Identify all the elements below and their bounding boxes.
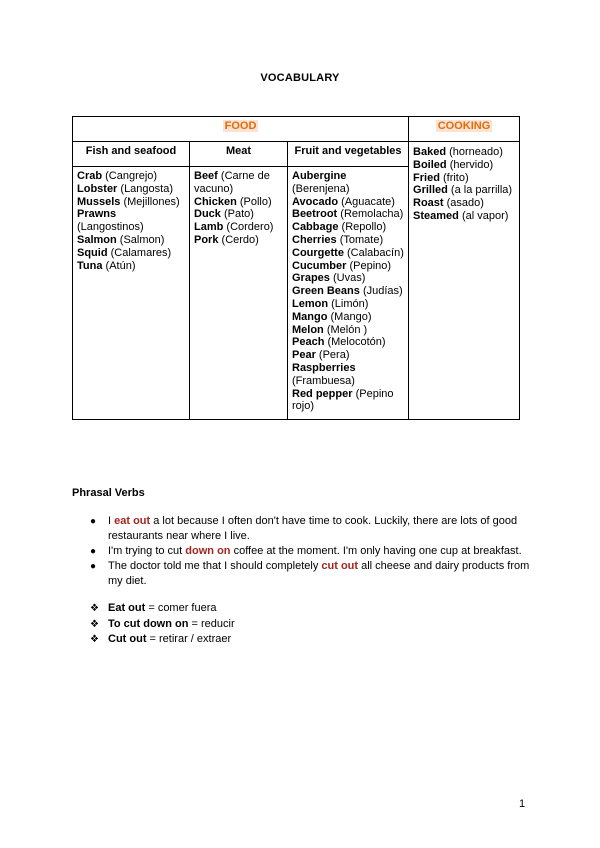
vocab-entry: [292, 311, 404, 324]
vocab-entry: [194, 170, 283, 196]
vocab-entry: [77, 208, 185, 234]
vocab-term: Melon: [292, 323, 324, 336]
vocab-term: Peach: [292, 336, 325, 349]
vocab-translation: (Langosta): [120, 182, 173, 195]
page-number: 1: [519, 798, 526, 810]
vocab-term: Salmon: [77, 233, 117, 246]
vocab-term: Lobster: [77, 182, 118, 195]
vocab-translation: (Cordero): [226, 221, 274, 234]
vocab-term: Cucumber: [292, 259, 347, 272]
vocab-term: Beef: [194, 170, 218, 182]
definition-meaning: = comer fuera: [145, 602, 217, 614]
vocab-translation: (Frambuesa): [292, 374, 355, 387]
vocab-entry: [77, 183, 185, 196]
definition-item: [90, 601, 235, 617]
definition-term: To cut down on: [108, 617, 189, 630]
food-header: FOOD: [224, 120, 257, 132]
cooking-translation: (a la parrilla): [450, 184, 513, 197]
phrasal-verbs-title: Phrasal Verbs: [72, 487, 145, 499]
vocab-entry: [292, 221, 404, 234]
cooking-header: COOKING: [437, 120, 491, 132]
vocab-term: Pork: [194, 233, 219, 246]
definition-item: [90, 632, 235, 648]
vocab-entry: [292, 324, 404, 337]
vocab-translation: (Cangrejo): [105, 170, 158, 182]
vocab-translation: (Cerdo): [221, 233, 259, 246]
cooking-term: Boiled: [413, 158, 447, 171]
vocab-term: Green Beans: [292, 285, 360, 298]
vocab-term: Tuna: [77, 259, 103, 272]
vocab-translation: (Pepino): [349, 259, 392, 272]
vocab-entry: [77, 170, 185, 183]
vocab-term: Crab: [77, 170, 103, 182]
vocabulary-table: [72, 116, 520, 420]
vocab-translation: (Uvas): [332, 272, 366, 285]
vocab-entry: [292, 208, 404, 221]
vocab-translation: (Pepino rojo): [292, 387, 394, 413]
meat-list: [190, 167, 288, 420]
column-header-row: [73, 142, 520, 167]
sentence-end: all cheese and dairy products from my diet.: [108, 560, 530, 587]
cooking-entry: [413, 197, 515, 210]
vocab-translation: (Repollo): [341, 221, 387, 234]
diamond-bullet-icon: ❖: [90, 618, 99, 630]
definition-term: Eat out: [108, 602, 146, 614]
table-header-row: [73, 117, 520, 142]
cooking-term: Steamed: [413, 209, 459, 222]
vocab-entry: [292, 234, 404, 247]
vocab-translation: (Salmon): [119, 233, 165, 246]
vocab-term: Prawns: [77, 208, 117, 221]
bullet-icon: ●: [90, 561, 97, 572]
vocab-entry: [194, 196, 283, 209]
vocab-entry: [194, 221, 283, 234]
vocab-entry: [292, 285, 404, 298]
vocab-term: Mango: [292, 310, 328, 323]
cooking-entry: [413, 146, 515, 159]
food-header-cell: [73, 117, 409, 142]
vocab-entry: [292, 362, 404, 388]
cooking-translation: (al vapor): [461, 209, 509, 222]
vocab-translation: (Limón): [331, 297, 369, 310]
vocab-term: Lemon: [292, 297, 329, 310]
sentence-start: The doctor told me that I should completely: [108, 560, 322, 572]
highlighted-phrasal-verb: eat out: [114, 515, 151, 527]
sentence-end: coffee at the moment. I'm only having one cup at breakfast.: [230, 545, 522, 557]
cooking-term: Fried: [413, 171, 440, 184]
vocab-term: Cabbage: [292, 221, 339, 234]
vocab-term: Red pepper: [292, 387, 353, 400]
vocab-term: Raspberries: [292, 361, 356, 374]
highlighted-phrasal-verb: cut out: [321, 560, 359, 572]
vocab-translation: (Remolacha): [340, 208, 404, 221]
vocab-translation: (Atún): [105, 259, 136, 272]
definition-item: [90, 617, 235, 633]
definition-meaning: = reducir: [188, 617, 235, 630]
vocab-entry: [292, 336, 404, 349]
phrasal-verb-definitions: [90, 601, 235, 648]
bullet-icon: ●: [90, 516, 97, 527]
cooking-entry: [413, 159, 515, 172]
cooking-term: Grilled: [413, 184, 448, 197]
vocab-translation: (Calamares): [110, 246, 172, 259]
cooking-translation: (asado): [446, 197, 484, 210]
vocab-entry: [77, 196, 185, 209]
vocab-translation: (Melón ): [326, 323, 368, 336]
vocab-term: Cherries: [292, 233, 337, 246]
vocab-term: Grapes: [292, 272, 330, 285]
vocab-entry: [77, 260, 185, 273]
column-header-fruit-veg: Fruit and vegetables: [288, 142, 409, 167]
vocab-translation: (Pollo): [239, 195, 272, 208]
vocab-entry: [292, 388, 404, 414]
vocab-term: Mussels: [77, 195, 121, 208]
cooking-entry: [413, 210, 515, 223]
sentence-start: I'm trying to cut: [108, 545, 186, 557]
vocab-translation: (Aguacate): [341, 195, 395, 208]
vocab-term: Courgette: [292, 246, 344, 259]
vocab-translation: (Pera): [318, 349, 350, 362]
vocab-term: Pear: [292, 349, 316, 362]
diamond-bullet-icon: ❖: [90, 603, 99, 614]
vocab-entry: [292, 196, 404, 209]
vocab-entry: [77, 247, 185, 260]
vocab-translation: (Judías): [362, 285, 403, 298]
vocab-term: Chicken: [194, 195, 237, 208]
vocab-term: Aubergine: [292, 170, 347, 182]
vocab-entry: [292, 349, 404, 362]
vocab-term: Beetroot: [292, 208, 338, 221]
fruit-veg-list: [288, 167, 409, 420]
vocab-translation: (Pato): [223, 208, 254, 221]
example-sentences: [90, 514, 530, 589]
vocab-term: Duck: [194, 208, 221, 221]
vocab-term: Squid: [77, 246, 108, 259]
column-header-fish: Fish and seafood: [73, 142, 190, 167]
vocab-translation: (Tomate): [339, 233, 384, 246]
highlighted-phrasal-verb: down on: [185, 545, 231, 557]
cooking-entry: [413, 172, 515, 185]
vocab-entry: [292, 272, 404, 285]
vocab-term: Avocado: [292, 195, 339, 208]
page-title: VOCABULARY: [260, 72, 340, 84]
cooking-translation: (frito): [442, 171, 469, 184]
sentence-start: I: [108, 515, 115, 527]
vocab-translation: (Berenjena): [292, 182, 350, 195]
vocab-entry: [292, 247, 404, 260]
vocab-translation: (Langostinos): [77, 221, 144, 234]
vocab-translation: (Carne de vacuno): [194, 170, 270, 195]
example-sentence: [90, 544, 530, 559]
vocab-translation: (Calabacín): [347, 246, 404, 259]
diamond-bullet-icon: ❖: [90, 634, 99, 645]
cooking-header-cell: [409, 117, 520, 142]
vocab-entry: [292, 298, 404, 311]
example-sentence: [90, 514, 530, 544]
fish-list: [73, 167, 190, 420]
vocab-term: Lamb: [194, 221, 224, 234]
cooking-term: Baked: [413, 146, 447, 158]
vocab-entry: [292, 170, 404, 196]
vocab-translation: (Melocotón): [327, 336, 386, 349]
cooking-translation: (hervido): [449, 158, 494, 171]
definition-term: Cut out: [108, 633, 147, 645]
cooking-term: Roast: [413, 197, 444, 210]
cooking-translation: (horneado): [449, 146, 503, 158]
vocab-translation: (Mango): [330, 310, 372, 323]
cooking-entry: [413, 184, 515, 197]
column-header-meat: Meat: [190, 142, 288, 167]
sentence-end: a lot because I often don't have time to cook. Luckily, there are lots of good restaurants near where I live.: [108, 515, 518, 542]
cooking-list: [409, 142, 520, 420]
vocab-entry: [77, 234, 185, 247]
vocab-entry: [194, 234, 283, 247]
bullet-icon: ●: [90, 546, 97, 557]
definition-meaning: = retirar / extraer: [146, 633, 232, 645]
vocab-translation: (Mejillones): [123, 195, 180, 208]
vocab-entry: [292, 260, 404, 273]
example-sentence: [90, 559, 530, 589]
vocab-entry: [194, 208, 283, 221]
